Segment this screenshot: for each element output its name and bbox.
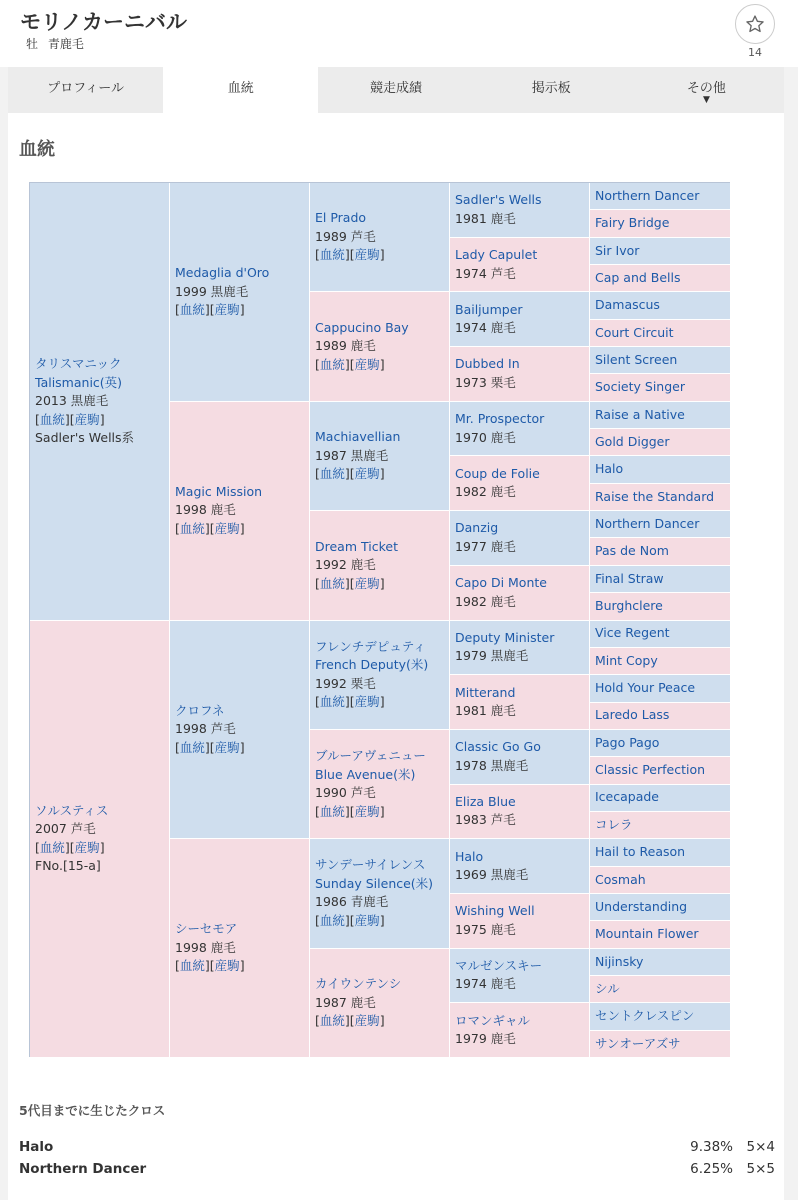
pedigree-cell-g5	[590, 621, 731, 648]
horse-link[interactable]: Court Circuit	[595, 324, 674, 340]
horse-info: 1992 鹿毛	[315, 557, 376, 573]
horse-link[interactable]: Machiavellian	[315, 429, 401, 445]
horse-link-en[interactable]: Sunday Silence(米)	[315, 875, 434, 891]
pedigree-cell-g3	[310, 511, 450, 620]
horse-link[interactable]: Damascus	[595, 297, 660, 313]
pedigree-cell-g5	[590, 1003, 731, 1030]
horse-link[interactable]: Hold Your Peace	[595, 680, 696, 696]
tab-more-label: その他	[686, 81, 726, 96]
pedigree-cell-g2	[170, 183, 310, 402]
pedigree-cell-g4	[450, 456, 590, 511]
horse-link[interactable]: Nijinsky	[595, 953, 644, 969]
pedigree-links: [血統][産駒]	[35, 839, 105, 855]
pedigree-cell-g1	[30, 621, 170, 1059]
horse-link[interactable]: Bailjumper	[455, 301, 523, 317]
horse-extra: FNo.[15-a]	[35, 858, 101, 874]
pedigree-link[interactable]: 血統	[179, 739, 205, 755]
pedigree-link[interactable]: 血統	[39, 411, 65, 427]
pedigree-link[interactable]: 血統	[319, 803, 345, 819]
pedigree-link[interactable]: 血統	[319, 466, 345, 482]
horse-info: 1969 黒鹿毛	[455, 867, 529, 883]
pedigree-cell-g3	[310, 402, 450, 511]
produce-link[interactable]: 産駒	[74, 839, 100, 855]
pedigree-cell-g3	[310, 292, 450, 401]
produce-link[interactable]: 産駒	[354, 575, 380, 591]
pedigree-links: [血統][産駒]	[175, 520, 245, 536]
pedigree-cell-g5	[590, 265, 731, 292]
cross-percent: 9.38%	[690, 1139, 733, 1155]
pedigree-cell-g5	[590, 675, 731, 702]
horse-info: 1999 黒鹿毛	[175, 283, 249, 299]
pedigree-link[interactable]: 血統	[39, 839, 65, 855]
star-icon	[745, 14, 765, 34]
produce-link[interactable]: 産駒	[354, 912, 380, 928]
pedigree-cell-g2	[170, 402, 310, 621]
horse-link[interactable]: Cappucino Bay	[315, 319, 409, 335]
produce-link[interactable]: 産駒	[214, 739, 240, 755]
pedigree-links: [血統][産駒]	[315, 1013, 385, 1029]
pedigree-cell-g5	[590, 976, 731, 1003]
horse-link[interactable]: Dubbed In	[455, 356, 520, 372]
pedigree-cell-g3	[310, 949, 450, 1058]
horse-link[interactable]: Mitterand	[455, 684, 516, 700]
pedigree-cell-g3	[310, 183, 450, 292]
pedigree-cell-g4	[450, 292, 590, 347]
horse-info: 1981 鹿毛	[455, 210, 516, 226]
produce-link[interactable]: 産駒	[354, 247, 380, 263]
horse-info: 1982 鹿毛	[455, 593, 516, 609]
cross-row	[19, 1139, 775, 1159]
tab-board[interactable]: 掲示板	[531, 81, 571, 96]
horse-subinfo	[26, 35, 90, 52]
horse-info: 1983 芦毛	[455, 812, 516, 828]
horse-link[interactable]: Silent Screen	[595, 351, 678, 367]
horse-link[interactable]: Gold Digger	[595, 434, 670, 450]
produce-link[interactable]: 産駒	[214, 520, 240, 536]
pedigree-cell-g5	[590, 757, 731, 784]
horse-link[interactable]: Medaglia d'Oro	[175, 265, 270, 281]
pedigree-cell-g5	[590, 347, 731, 374]
pedigree-cell-g4	[450, 785, 590, 840]
horse-info: 1989 鹿毛	[315, 338, 376, 354]
pedigree-links: [血統][産駒]	[315, 356, 385, 372]
horse-info: 1973 栗毛	[455, 374, 516, 390]
horse-link[interactable]: Danzig	[455, 520, 499, 536]
horse-link[interactable]: Vice Regent	[595, 625, 670, 641]
horse-link[interactable]: Mountain Flower	[595, 926, 699, 942]
tab-pedigree[interactable]: 血統	[163, 67, 318, 113]
horse-link[interactable]: Dream Ticket	[315, 538, 398, 554]
horse-info: 1979 鹿毛	[455, 1031, 516, 1047]
horse-header	[0, 0, 798, 67]
horse-link-en[interactable]: French Deputy(米)	[315, 657, 429, 673]
pedigree-link[interactable]: 血統	[179, 520, 205, 536]
pedigree-cell-g4	[450, 402, 590, 457]
pedigree-cell-g4	[450, 730, 590, 785]
pedigree-cell-g2	[170, 621, 310, 840]
horse-link[interactable]: セントクレスピン	[595, 1008, 695, 1024]
pedigree-cell-g5	[590, 429, 731, 456]
pedigree-cell-g4	[450, 949, 590, 1004]
horse-link[interactable]: El Prado	[315, 210, 367, 226]
pedigree-cell-g4	[450, 238, 590, 293]
horse-link[interactable]: シル	[595, 980, 620, 996]
horse-link[interactable]: Halo	[595, 461, 624, 477]
tab-race-results[interactable]: 競走成績	[370, 81, 423, 96]
pedigree-cell-g4	[450, 183, 590, 238]
horse-link[interactable]: ブルーアヴェニュー	[315, 748, 426, 764]
horse-link[interactable]: Classic Go Go	[455, 739, 541, 755]
pedigree-cell-g5	[590, 949, 731, 976]
horse-info: 1998 芦毛	[175, 721, 236, 737]
pedigree-cell-g3	[310, 839, 450, 948]
pedigree-link[interactable]: 血統	[319, 694, 345, 710]
horse-link[interactable]: Burghclere	[595, 598, 663, 614]
horse-link[interactable]: Sadler's Wells	[455, 192, 542, 208]
pedigree-links: [血統][産駒]	[315, 247, 385, 263]
horse-info: 1989 芦毛	[315, 228, 376, 244]
pedigree-cell-g4	[450, 1003, 590, 1058]
pedigree-links: [血統][産駒]	[315, 912, 385, 928]
horse-link[interactable]: シーセモア	[175, 921, 238, 937]
pedigree-link[interactable]: 血統	[319, 356, 345, 372]
pedigree-cell-g5	[590, 812, 731, 839]
produce-link[interactable]: 産駒	[354, 1013, 380, 1029]
pedigree-cell-g4	[450, 347, 590, 402]
pedigree-link[interactable]: 血統	[319, 1013, 345, 1029]
pedigree-cell-g5	[590, 456, 731, 483]
horse-info: 1977 鹿毛	[455, 538, 516, 554]
horse-info: 1974 芦毛	[455, 265, 516, 281]
horse-link[interactable]: マルゼンスキー	[455, 957, 543, 973]
pedigree-cell-g5	[590, 320, 731, 347]
cross-generation: 5×5	[746, 1161, 775, 1177]
produce-link[interactable]: 産駒	[354, 694, 380, 710]
tab-profile[interactable]: プロフィール	[47, 81, 124, 96]
pedigree-cell-g5	[590, 511, 731, 538]
pedigree-links: [血統][産駒]	[175, 302, 245, 318]
pedigree-cell-g5	[590, 183, 731, 210]
pedigree-cell-g5	[590, 210, 731, 237]
horse-link[interactable]: クロフネ	[175, 702, 225, 718]
horse-link[interactable]: サンデーサイレンス	[315, 857, 426, 873]
section-title: 血統	[19, 139, 55, 160]
pedigree-cell-g5	[590, 785, 731, 812]
horse-link[interactable]: ソルスティス	[35, 802, 109, 818]
horse-link[interactable]: サンオーアズサ	[595, 1035, 681, 1051]
horse-link[interactable]: Coup de Folie	[455, 465, 540, 481]
pedigree-cell-g5	[590, 894, 731, 921]
pedigree-links: [血統][産駒]	[315, 803, 385, 819]
horse-info: 1998 鹿毛	[175, 939, 236, 955]
pedigree-cell-g4	[450, 621, 590, 676]
horse-info: 1992 栗毛	[315, 675, 376, 691]
horse-link[interactable]: Hail to Reason	[595, 844, 686, 860]
pedigree-cell-g5	[590, 238, 731, 265]
pedigree-cell-g4	[450, 675, 590, 730]
pedigree-cell-g5	[590, 867, 731, 894]
produce-link[interactable]: 産駒	[214, 958, 240, 974]
horse-link[interactable]: カイウンテンシ	[315, 976, 402, 992]
pedigree-cell-g5	[590, 839, 731, 866]
horse-link[interactable]: Icecapade	[595, 789, 660, 805]
horse-extra: Sadler's Wells系	[35, 430, 135, 445]
pedigree-links: [血統][産駒]	[35, 411, 105, 427]
pedigree-link[interactable]: 血統	[179, 958, 205, 974]
pedigree-cell-g5	[590, 648, 731, 675]
pedigree-cell-g5	[590, 538, 731, 565]
horse-info: 1979 黒鹿毛	[455, 648, 529, 664]
produce-link[interactable]: 産駒	[354, 803, 380, 819]
horse-link[interactable]: Understanding	[595, 898, 688, 914]
horse-info: 1986 青鹿毛	[315, 894, 389, 910]
cross-name: Northern Dancer	[19, 1161, 147, 1177]
horse-link[interactable]: Raise a Native	[595, 406, 685, 422]
horse-info: 1978 黒鹿毛	[455, 757, 529, 773]
horse-link[interactable]: Society Singer	[595, 379, 685, 395]
horse-info: 2013 黒鹿毛	[35, 393, 109, 408]
horse-link[interactable]: Capo Di Monte	[455, 575, 547, 591]
horse-link[interactable]: Cap and Bells	[595, 269, 681, 285]
pedigree-link[interactable]: 血統	[319, 575, 345, 591]
horse-info: 1998 鹿毛	[175, 502, 236, 518]
pedigree-cell-g5	[590, 730, 731, 757]
cross-row	[19, 1161, 775, 1181]
cross-percent: 6.25%	[690, 1161, 733, 1177]
horse-link[interactable]: Cosmah	[595, 871, 646, 887]
pedigree-link[interactable]: 血統	[319, 912, 345, 928]
horse-link[interactable]: Northern Dancer	[595, 516, 700, 532]
horse-info: 1987 黒鹿毛	[315, 447, 389, 463]
horse-link[interactable]: Eliza Blue	[455, 793, 516, 809]
horse-link[interactable]: Deputy Minister	[455, 629, 555, 645]
horse-link[interactable]: フレンチデピュティ	[315, 638, 426, 654]
pedigree-links: [血統][産駒]	[315, 575, 385, 591]
horse-sex: 牡	[26, 37, 39, 51]
horse-link[interactable]: Mr. Prospector	[455, 411, 545, 427]
horse-link[interactable]: タリスマニック	[35, 356, 122, 371]
horse-info: 1987 鹿毛	[315, 994, 376, 1010]
pedigree-links: [血統][産駒]	[175, 958, 245, 974]
horse-info: 1982 鹿毛	[455, 484, 516, 500]
pedigree-cell-g4	[450, 839, 590, 894]
horse-link[interactable]: Pago Pago	[595, 734, 660, 750]
tab-bar	[8, 67, 784, 113]
pedigree-cell-g4	[450, 566, 590, 621]
main-content	[8, 113, 784, 1200]
horse-info: 1981 鹿毛	[455, 703, 516, 719]
produce-link[interactable]: 産駒	[354, 466, 380, 482]
horse-info: 1990 芦毛	[315, 785, 376, 801]
produce-link[interactable]: 産駒	[74, 411, 100, 427]
horse-link[interactable]: Final Straw	[595, 570, 664, 586]
cross-generation: 5×4	[746, 1139, 775, 1155]
pedigree-cell-g5	[590, 292, 731, 319]
horse-info: 1970 鹿毛	[455, 429, 516, 445]
horse-info: 1975 鹿毛	[455, 921, 516, 937]
favorite-button[interactable]	[735, 4, 775, 44]
horse-link[interactable]: Mint Copy	[595, 652, 658, 668]
pedigree-links: [血統][産駒]	[315, 694, 385, 710]
horse-name: モリノカーニバル	[20, 10, 187, 34]
horse-link-en[interactable]: Blue Avenue(米)	[315, 766, 416, 782]
horse-info: 1974 鹿毛	[455, 976, 516, 992]
tab-more[interactable]	[629, 67, 784, 113]
pedigree-cell-g4	[450, 511, 590, 566]
produce-link[interactable]: 産駒	[354, 356, 380, 372]
horse-link[interactable]: Lady Capulet	[455, 247, 538, 263]
pedigree-link[interactable]: 血統	[179, 302, 205, 318]
horse-link[interactable]: Raise the Standard	[595, 488, 715, 504]
horse-link[interactable]: Classic Perfection	[595, 762, 706, 778]
horse-link[interactable]: Northern Dancer	[595, 187, 700, 203]
horse-info: 2007 芦毛	[35, 821, 96, 837]
horse-link[interactable]: Sir Ivor	[595, 242, 640, 258]
pedigree-cell-g5	[590, 703, 731, 730]
pedigree-cell-g3	[310, 621, 450, 730]
horse-info: 1974 鹿毛	[455, 320, 516, 336]
pedigree-cell-g5	[590, 921, 731, 948]
pedigree-cell-g4	[450, 894, 590, 949]
horse-link[interactable]: コレラ	[595, 816, 633, 832]
horse-link[interactable]: ロマンギャル	[455, 1012, 531, 1028]
pedigree-cell-g5	[590, 566, 731, 593]
horse-link[interactable]: Wishing Well	[455, 903, 535, 919]
pedigree-table	[29, 182, 730, 1057]
horse-color: 青鹿毛	[47, 37, 84, 51]
crosses-title: 5代目までに生じたクロス	[19, 1103, 166, 1118]
pedigree-cell-g5	[590, 402, 731, 429]
pedigree-cell-g5	[590, 593, 731, 620]
pedigree-links: [血統][産駒]	[175, 739, 245, 755]
cross-name: Halo	[19, 1139, 54, 1155]
horse-link[interactable]: Fairy Bridge	[595, 215, 670, 231]
pedigree-link[interactable]: 血統	[319, 247, 345, 263]
horse-link[interactable]: Halo	[455, 848, 484, 864]
pedigree-cell-g5	[590, 484, 731, 511]
horse-link[interactable]: Pas de Nom	[595, 543, 669, 559]
pedigree-cell-g3	[310, 730, 450, 839]
pedigree-cell-g1	[30, 183, 170, 621]
pedigree-cell-g5	[590, 1031, 731, 1058]
horse-link[interactable]: Magic Mission	[175, 483, 263, 499]
pedigree-links: [血統][産駒]	[315, 466, 385, 482]
favorite-count: 14	[748, 46, 762, 59]
horse-link-en[interactable]: Talismanic(英)	[35, 374, 123, 390]
produce-link[interactable]: 産駒	[214, 302, 240, 318]
pedigree-cell-g2	[170, 839, 310, 1058]
horse-link[interactable]: Laredo Lass	[595, 707, 670, 723]
chevron-down-icon: ▼	[702, 95, 710, 105]
pedigree-cell-g5	[590, 374, 731, 401]
